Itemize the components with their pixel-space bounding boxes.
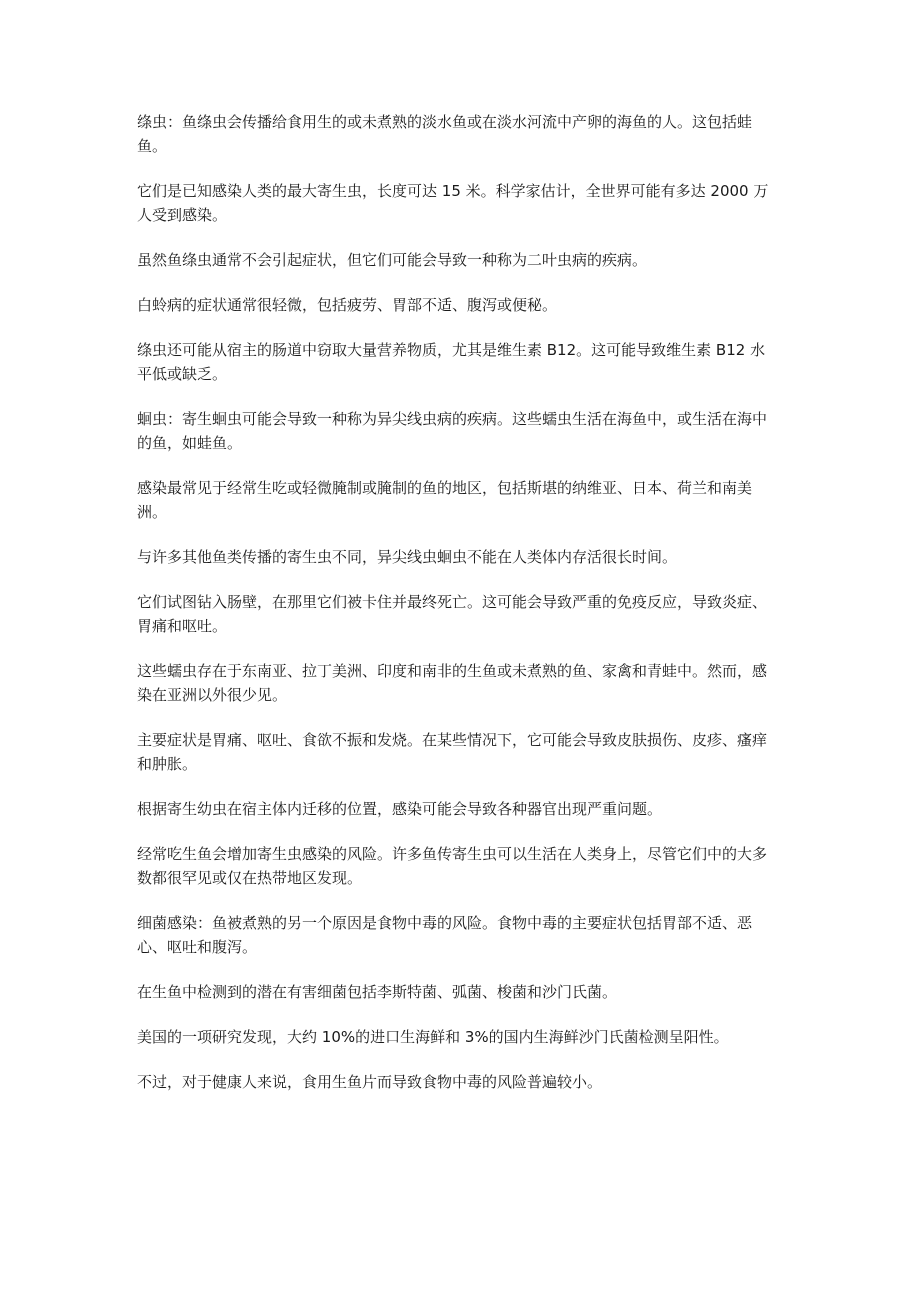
paragraph: 绦虫：鱼绦虫会传播给食用生的或未煮熟的淡水鱼或在淡水河流中产卵的海鱼的人。这包括蛙鱼。 [137,113,753,155]
paragraph: 白蛉病的症状通常很轻微，包括疲劳、胃部不适、腹泻或便秘。 [137,296,558,314]
paragraph: 美国的一项研究发现，大约 10%的进口生海鲜和 3%的国内生海鲜沙门氏菌检测呈阳性。 [137,1028,729,1046]
paragraph: 它们试图钻入肠壁，在那里它们被卡住并最终死亡。这可能会导致严重的免疫反应，导致炎症、胃痛和呕吐。 [137,593,768,635]
paragraph: 主要症状是胃痛、呕吐、食欲不振和发烧。在某些情况下，它可能会导致皮肤损伤、皮疹、瘙痒和肿胀。 [137,731,768,773]
paragraph: 在生鱼中检测到的潜在有害细菌包括李斯特菌、弧菌、梭菌和沙门氏菌。 [137,983,618,1001]
paragraph: 不过，对于健康人来说，食用生鱼片而导致食物中毒的风险普遍较小。 [137,1073,603,1091]
paragraph: 虽然鱼绦虫通常不会引起症状，但它们可能会导致一种称为二叶虫病的疾病。 [137,251,648,269]
paragraph: 感染最常见于经常生吃或轻微腌制或腌制的鱼的地区，包括斯堪的纳维亚、日本、荷兰和南美洲。 [137,479,753,521]
paragraph: 细菌感染：鱼被煮熟的另一个原因是食物中毒的风险。食物中毒的主要症状包括胃部不适、恶心、呕吐和腹泻。 [137,914,753,956]
paragraph: 与许多其他鱼类传播的寄生虫不同，异尖线虫蛔虫不能在人类体内存活很长时间。 [137,548,678,566]
paragraph: 蛔虫：寄生蛔虫可能会导致一种称为异尖线虫病的疾病。这些蠕虫生活在海鱼中，或生活在海中的鱼，如蛙鱼。 [137,410,768,452]
paragraph: 这些蠕虫存在于东南亚、拉丁美洲、印度和南非的生鱼或未煮熟的鱼、家禽和青蛙中。然而，感染在亚洲以外很少见。 [137,662,768,704]
article-body [137,110,777,1115]
paragraph: 它们是已知感染人类的最大寄生虫，长度可达 15 米。科学家估计，全世界可能有多达 2000 万人受到感染。 [137,182,769,224]
paragraph: 经常吃生鱼会增加寄生虫感染的风险。许多鱼传寄生虫可以生活在人类身上，尽管它们中的大多数都很罕见或仅在热带地区发现。 [137,845,768,887]
paragraph: 根据寄生幼虫在宿主体内迁移的位置，感染可能会导致各种器官出现严重问题。 [137,800,663,818]
paragraph: 绦虫还可能从宿主的肠道中窃取大量营养物质，尤其是维生素 B12。这可能导致维生素 B12 水平低或缺乏。 [137,341,766,383]
